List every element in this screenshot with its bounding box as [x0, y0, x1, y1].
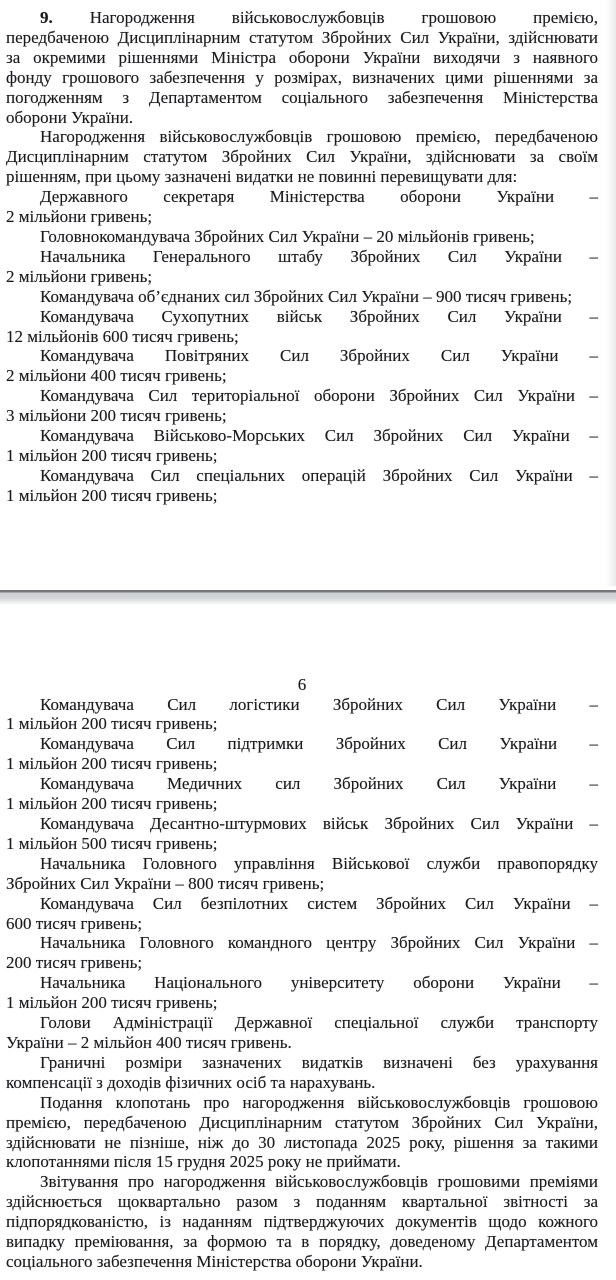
text-line: за окремими рішеннями Міністра оборони України виходячи з наявного [6, 47, 598, 67]
paragraph [6, 426, 598, 466]
text-line: 1 мільйон 200 тисяч гривень; [6, 993, 218, 1013]
text-line: Нагородження військовослужбовців грошовою премією, передбаченою [40, 127, 598, 147]
paragraph [6, 1093, 598, 1173]
text-line: 1 мільйон 200 тисяч гривень; [6, 714, 218, 734]
text-line: 2 мільйони 400 тисяч гривень; [6, 366, 227, 386]
text-line: Державного секретаря Міністерства оборони України – [40, 187, 598, 207]
text-line: премією, передбаченою Дисциплінарним статутом Збройних Сил України, [6, 1112, 598, 1132]
text-line: Голови Адміністрації Державної спеціальної служби транспорту [40, 1013, 598, 1033]
text-line: 2 мільйони гривень; [6, 207, 153, 227]
text-line-content: Нагородження військовослужбовців грошовою премією, [89, 8, 598, 27]
text-line: Збройних Сил України – 800 тисяч гривень; [6, 873, 325, 893]
paragraph [6, 894, 598, 934]
text-line: 1 мільйон 200 тисяч гривень; [6, 754, 218, 774]
text-line: Граничні розміри зазначених видатків визначені без урахування [40, 1052, 598, 1072]
text-line: 12 мільйонів 600 тисяч гривень; [6, 326, 239, 346]
paragraph [6, 8, 598, 127]
text-line: здійснювати не пізніше, ніж до 30 листопада 2025 року, рішення за такими [6, 1132, 598, 1152]
text-line: 600 тисяч гривень; [6, 913, 143, 933]
text-line: Дисциплінарним статутом Збройних Сил України, здійснювати за своїм [6, 147, 598, 167]
text-line: Начальника Національного університету оборони України – [40, 973, 598, 993]
text-line [6, 8, 598, 28]
text-line: Командувача Сил логістики Збройних Сил України – [40, 694, 598, 714]
paragraph [6, 1013, 598, 1053]
paragraph [6, 734, 598, 774]
text-line: Командувача Сухопутних військ Збройних Сил України – [40, 306, 598, 326]
paragraph [6, 466, 598, 506]
text-line: Командувача Військово-Морських Сил Збройних Сил України – [40, 426, 598, 446]
text-line: соціального забезпечення Міністерства оборони України. [6, 1251, 423, 1271]
page-break-divider [0, 590, 616, 605]
text-line: 3 мільйони 200 тисяч гривень; [6, 406, 227, 426]
text-line: Командувача Сил безпілотних систем Збройних Сил України – [40, 893, 598, 913]
text-line: 1 мільйон 200 тисяч гривень; [6, 445, 218, 465]
paragraph [6, 1172, 598, 1272]
text-line: Командувача Сил підтримки Збройних Сил України – [40, 734, 598, 754]
text-line: Начальника Головного управління Військової служби правопорядку [40, 853, 598, 873]
paragraph [6, 695, 598, 735]
text-line: 1 мільйон 200 тисяч гривень; [6, 485, 218, 505]
text-line: Командувача Повітряних Сил Збройних Сил України – [40, 346, 598, 366]
text-line: 200 тисяч гривень; [6, 953, 143, 973]
paragraph [6, 346, 598, 386]
paragraph [6, 854, 598, 894]
paragraph [6, 227, 598, 247]
text-line: Командувача Сил територіальної оборони Збройних Сил України – [40, 386, 598, 406]
text-line: 1 мільйон 500 тисяч гривень; [6, 833, 218, 853]
paragraph [6, 307, 598, 347]
paragraph [6, 814, 598, 854]
page-number: 6 [297, 674, 307, 694]
text-line: України – 2 мільйон 400 тисяч гривень. [6, 1032, 292, 1052]
text-line: Командувача Медичних сил Збройних Сил України – [40, 774, 598, 794]
paragraph [6, 386, 598, 426]
clause-number: 9. [40, 8, 53, 27]
text-line: Командувача об’єднаних сил Збройних Сил України – 900 тисяч гривень; [40, 286, 573, 306]
text-line: оборони України. [6, 107, 134, 127]
paragraph [6, 127, 598, 187]
text-line: фонду грошового забезпечення у розмірах, визначених цими рішеннями за [6, 67, 598, 87]
text-line: підпорядкованістю, із наданням підтверджуючих документів щодо кожного [6, 1212, 598, 1232]
paragraph [6, 1053, 598, 1093]
page-6 [0, 675, 616, 1272]
text-line: Командувача Десантно-штурмових військ Збройних Сил України – [40, 814, 598, 833]
text-line: Командувача Сил спеціальних операцій Збройних Сил України – [40, 465, 598, 485]
paragraph [6, 247, 598, 287]
paragraph [6, 973, 598, 1013]
paragraph [6, 774, 598, 814]
text-line: 1 мільйон 200 тисяч гривень; [6, 794, 218, 814]
page-5 [0, 0, 616, 506]
paragraph [6, 933, 598, 973]
text-line: компенсації з доходів фізичних осіб та нарахувань. [6, 1072, 376, 1092]
text-line: Головнокомандувача Збройних Сил України – 20 мільйонів гривень; [40, 226, 535, 246]
text-line: здійснюється щоквартально разом з поданням квартальної звітності за [6, 1192, 598, 1212]
text-line: клопотаннями після 15 грудня 2025 року не приймати. [6, 1152, 401, 1172]
text-line: Начальника Головного командного центру Збройних Сил України – [40, 933, 598, 953]
text-line: Звітування про нагородження військовослужбовців грошовими преміями [40, 1172, 598, 1192]
paragraph [6, 187, 598, 227]
text-line: рішенням, при цьому зазначені видатки не повинні перевищувати для: [6, 167, 518, 187]
paragraph [6, 287, 598, 307]
text-line: передбаченою Дисциплінарним статутом Збройних Сил України, здійснювати [6, 27, 598, 47]
text-line: Начальника Генерального штабу Збройних Сил України – [40, 246, 598, 266]
text-line: випадку преміювання, за формою та в порядку, доведеному Департаментом [6, 1232, 598, 1252]
text-line: погодженням з Департаментом соціального забезпечення Міністерства [6, 87, 598, 107]
text-line: Подання клопотань про нагородження військовослужбовців грошовою [40, 1092, 598, 1112]
text-line: 2 мільйони гривень; [6, 266, 153, 286]
